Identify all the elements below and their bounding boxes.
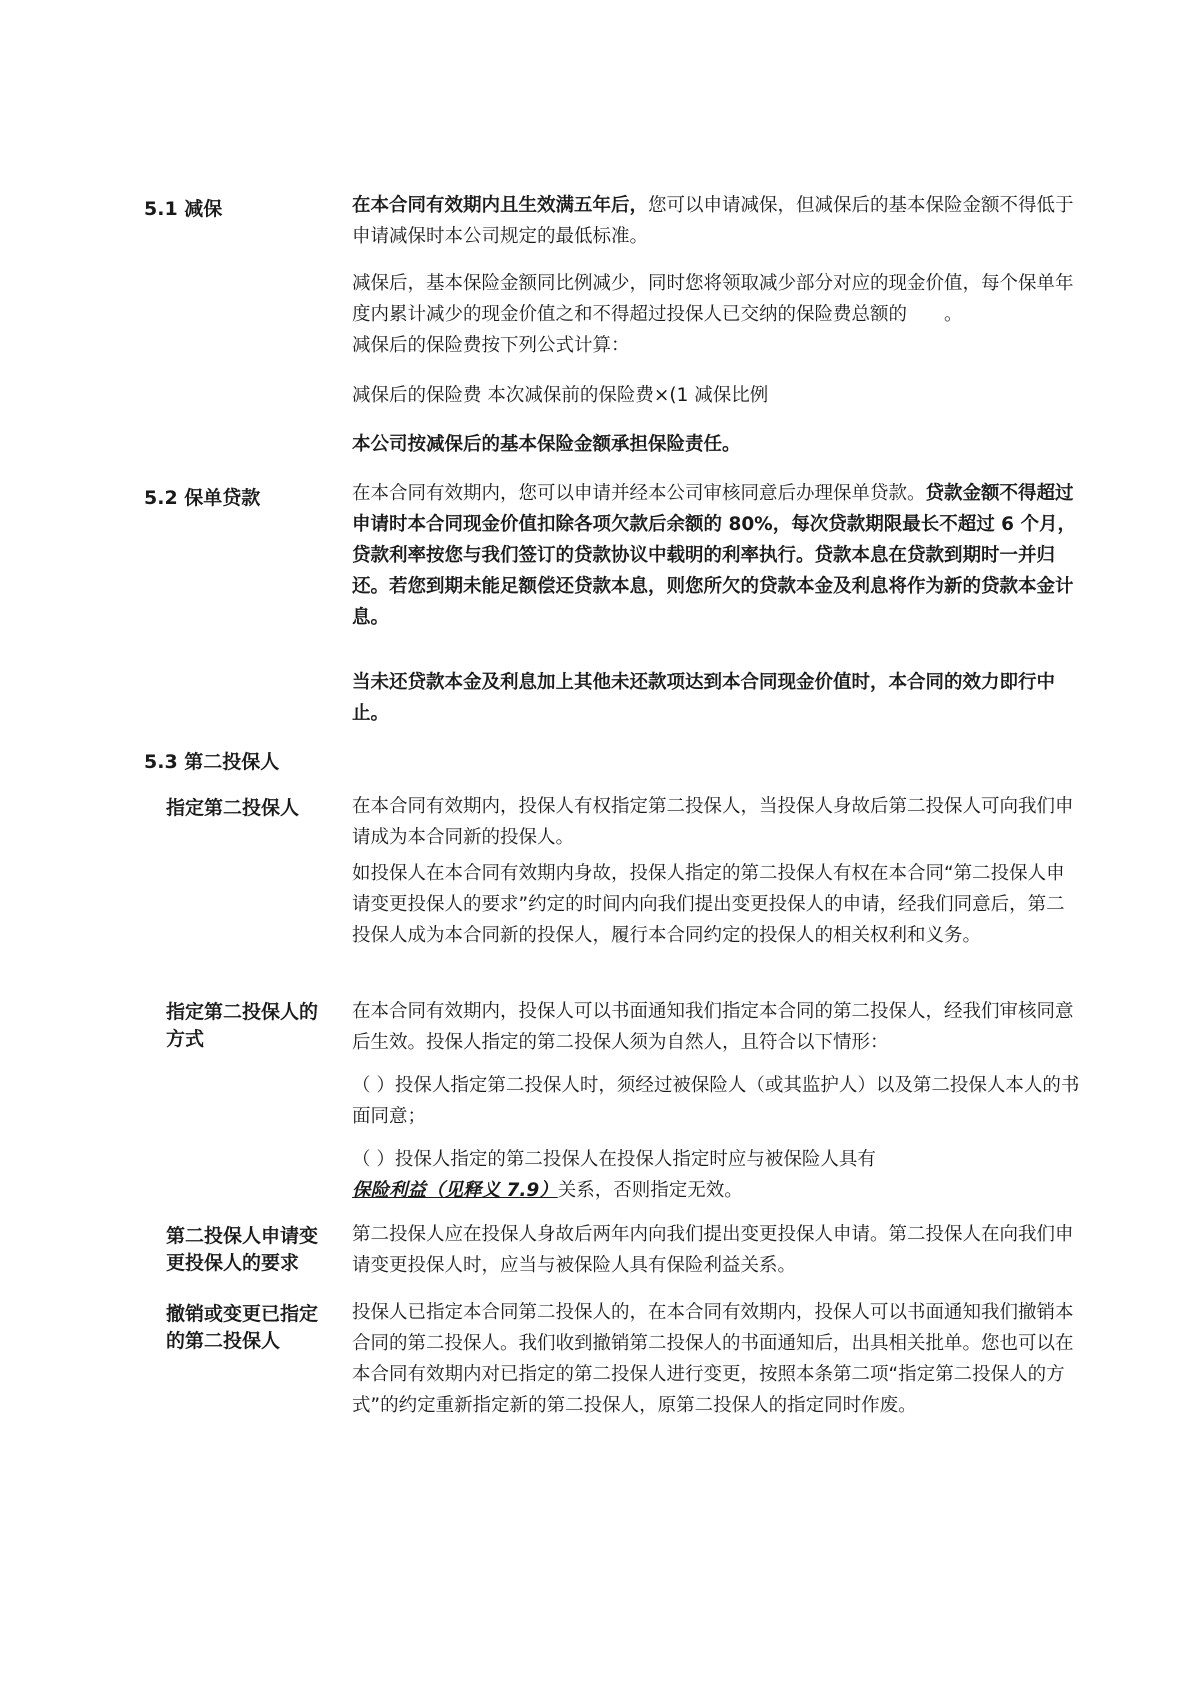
section-5-1-para-3: 减保后的保险费按下列公式计算： (352, 335, 630, 356)
section-5-1-heading: 5.1 减保 (144, 198, 223, 220)
subsection-change-request-title: 第二投保人申请变更投保人的要求 (166, 1225, 319, 1274)
section-5-2-para-1-bold: 贷款金额不得超过申请时本合同现金价值扣除各项欠款后余额的 80%，每次贷款期限最长不超过 6 个月，贷款利率按您与我们签订的贷款协议中载明的利率执行。贷款本息在贷款到期时一并归还。若您到期未能足额偿还贷款本息，则您所欠的贷款本金及利息将作为新的贷款本金计息。 (352, 483, 1076, 628)
section-5-2-para-1 (352, 478, 1080, 633)
section-5-2-heading: 5.2 保单贷款 (144, 487, 261, 509)
subsection-method-item-2-pre: （ ）投保人指定的第二投保人在投保人指定时应与被保险人具有 (352, 1149, 876, 1170)
subsection-method-para-1: 在本合同有效期内，投保人可以书面通知我们指定本合同的第二投保人，经我们审核同意后生效。投保人指定的第二投保人须为自然人，且符合以下情形： (352, 1001, 1074, 1053)
subsection-designate-para-2: 如投保人在本合同有效期内身故，投保人指定的第二投保人有权在本合同“第二投保人申请变更投保人的要求”约定的时间内向我们提出变更投保人的申请，经我们同意后，第二投保人成为本合同新的投保人，履行本合同约定的投保人的相关权利和义务。 (352, 863, 1065, 946)
section-5-1-formula: 减保后的保险费 本次减保前的保险费×(1 减保比例 (352, 385, 769, 406)
section-5-1-para-1-rest: 您可以申请减保，但减保后的基本保险金额不得低于申请减保时本公司规定的最低标准。 (352, 195, 1074, 247)
insurable-interest-definition-link[interactable]: 保险利益（见释义 7.9） (352, 1180, 558, 1201)
section-5-1-para-5: 本公司按减保后的基本保险金额承担保险责任。 (352, 434, 741, 455)
section-5-1-para-1 (352, 190, 1080, 252)
subsection-method-item-2-post: 关系，否则指定无效。 (557, 1180, 743, 1201)
subsection-method-item-2 (352, 1144, 1080, 1206)
section-5-3-heading: 5.3 第二投保人 (144, 751, 280, 773)
subsection-change-request-para-1: 第二投保人应在投保人身故后两年内向我们提出变更投保人申请。第二投保人在向我们申请变更投保人时，应当与被保险人具有保险利益关系。 (352, 1224, 1074, 1276)
subsection-method-title: 指定第二投保人的方式 (166, 1001, 319, 1050)
section-5-2-para-1-plain: 在本合同有效期内，您可以申请并经本公司审核同意后办理保单贷款。 (352, 483, 926, 504)
subsection-revoke-para-1: 投保人已指定本合同第二投保人的，在本合同有效期内，投保人可以书面通知我们撤销本合同的第二投保人。我们收到撤销第二投保人的书面通知后，出具相关批单。您也可以在本合同有效期内对已指定的第二投保人进行变更，按照本条第二项“指定第二投保人的方式”的约定重新指定新的第二投保人，原第二投保人的指定同时作废。 (352, 1302, 1074, 1416)
section-5-2-para-2: 当未还贷款本金及利息加上其他未还款项达到本合同现金价值时，本合同的效力即行中止。 (352, 672, 1056, 724)
subsection-designate-para-1: 在本合同有效期内，投保人有权指定第二投保人，当投保人身故后第二投保人可向我们申请成为本合同新的投保人。 (352, 796, 1074, 848)
subsection-revoke-title: 撤销或变更已指定的第二投保人 (166, 1303, 319, 1352)
section-5-1-para-2: 减保后，基本保险金额同比例减少，同时您将领取减少部分对应的现金价值，每个保单年度内累计减少的现金价值之和不得超过投保人已交纳的保险费总额的 。 (352, 273, 1074, 325)
section-5-1-para-1-bold: 在本合同有效期内且生效满五年后， (352, 195, 649, 216)
subsection-designate-title: 指定第二投保人 (166, 797, 300, 819)
subsection-method-item-1: （ ）投保人指定第二投保人时，须经过被保险人（或其监护人）以及第二投保人本人的书面同意； (352, 1075, 1080, 1127)
